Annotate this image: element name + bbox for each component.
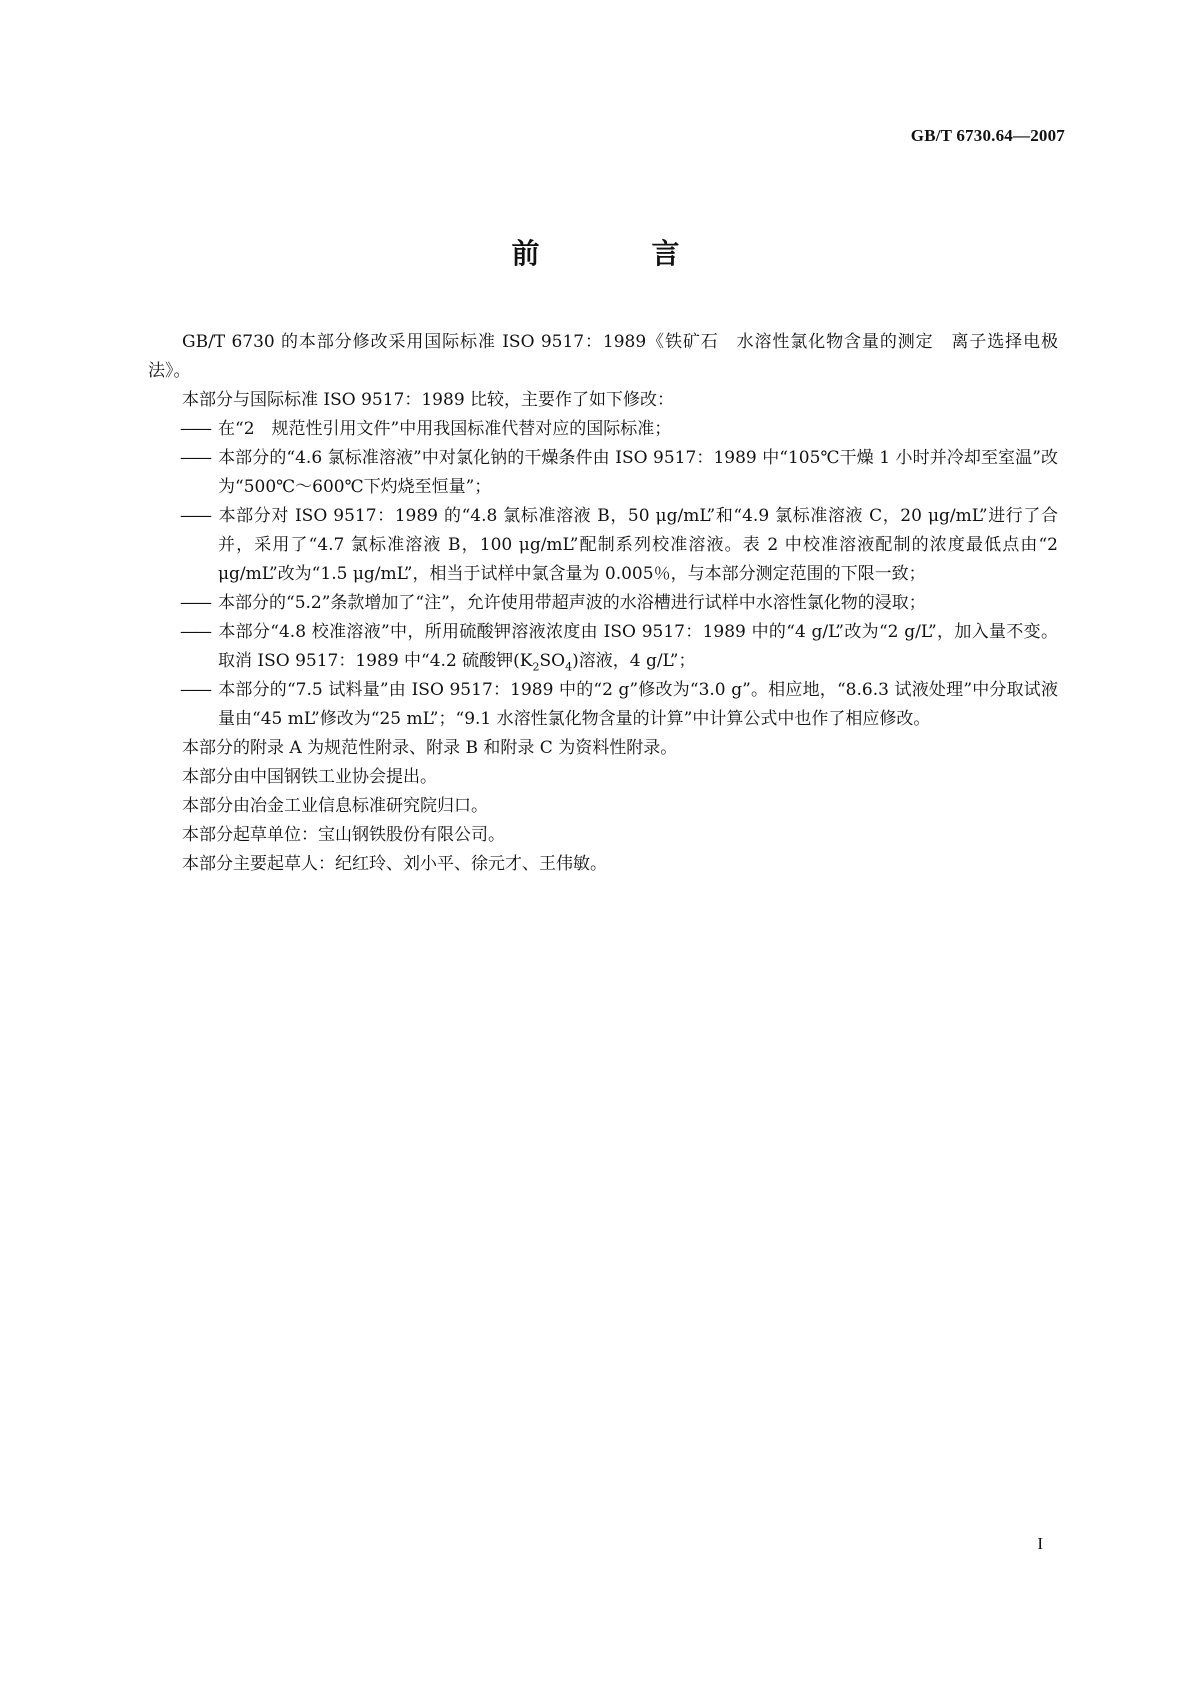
drafting-unit-statement: 本部分起草单位：宝山钢铁股份有限公司。 [182,825,505,845]
modification-text: 在“2 规范性引用文件”中用我国标准代替对应的国际标准； [218,419,672,439]
dash-marker: —— [180,506,210,526]
modification-item [148,676,1058,734]
modification-text: 本部分的“7.5 试料量”由 ISO 9517：1989 中的“2 g”修改为“3.0 g”。相应地，“8.6.3 试液处理”中分取试液量由“45 mL”修改为“25 mL”；“9.1 水溶性氯化物含量的计算”中计算公式中也作了相应修改。 [218,680,1058,729]
modification-text: )溶液，4 g/L”； [572,651,696,671]
modification-text: SO [539,651,566,671]
standard-code: GB/T 6730.64—2007 [910,126,1065,145]
subscript: 2 [532,660,540,674]
modification-item [148,415,1058,444]
preface-body [148,328,1058,879]
modifications-intro: 本部分与国际标准 ISO 9517：1989 比较，主要作了如下修改： [182,390,675,410]
dash-marker: —— [180,448,210,468]
page-number: I [1037,1534,1043,1553]
centralized-statement: 本部分由冶金工业信息标准研究院归口。 [182,796,488,816]
dash-marker: —— [180,593,210,613]
dash-marker: —— [180,680,210,700]
modification-text: 本部分的“4.6 氯标准溶液”中对氯化钠的干燥条件由 ISO 9517：1989 中“105℃干燥 1 小时并冷却至室温”改为“500℃～600℃下灼烧至恒量”； [218,448,1058,497]
proposer-statement: 本部分由中国钢铁工业协会提出。 [182,767,437,787]
dash-marker: —— [180,622,210,642]
annex-statement: 本部分的附录 A 为规范性附录、附录 B 和附录 C 为资料性附录。 [182,738,678,758]
page-title: 前 言 [511,237,722,270]
modification-text: 本部分“4.8 校准溶液”中，所用硫酸钾溶液浓度由 ISO 9517：1989 中的“4 g/L”改为“2 g/L”，加入量不变。取消 ISO 9517：1989 中“4.2 硫酸钾(K [218,622,1058,671]
modification-item [148,444,1058,502]
intro-paragraph: GB/T 6730 的本部分修改采用国际标准 ISO 9517：1989《铁矿石 水溶性氯化物含量的测定 离子选择电极法》。 [148,332,1058,381]
dash-marker: —— [180,419,210,439]
drafters-statement: 本部分主要起草人：纪红玲、刘小平、徐元才、王伟敏。 [182,854,607,874]
modification-item [148,589,1058,618]
subscript: 4 [565,660,573,674]
modification-item [148,618,1058,676]
modification-text: 本部分对 ISO 9517：1989 的“4.8 氯标准溶液 B，50 μg/mL”和“4.9 氯标准溶液 C，20 μg/mL”进行了合并，采用了“4.7 氯标准溶液 B，100 μg/mL”配制系列校准溶液。表 2 中校准溶液配制的浓度最低点由“2 μg/mL”改为“1.5 μg/mL”，相当于试样中氯含量为 0.005％，与本部分测定范围的下限一致； [218,506,1058,584]
modification-item [148,502,1058,589]
modification-text: 本部分的“5.2”条款增加了“注”，允许使用带超声波的水浴槽进行试样中水溶性氯化物的浸取； [218,593,926,613]
